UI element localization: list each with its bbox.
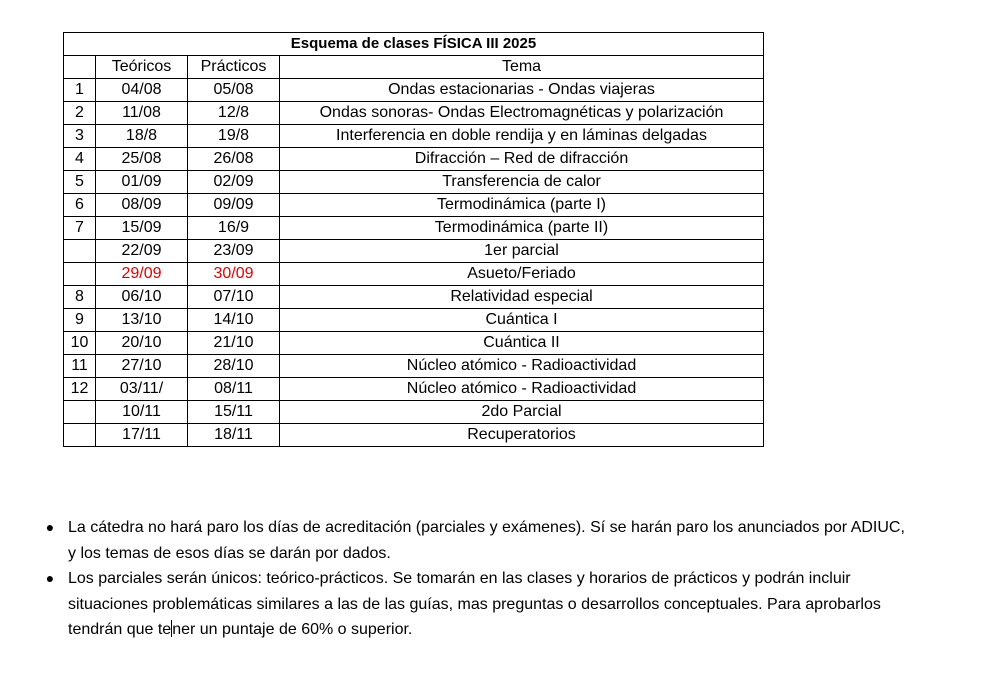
table-row — [64, 286, 764, 309]
bullet-icon: ● — [45, 570, 55, 586]
class-schedule-table — [63, 32, 764, 447]
teoricos-date-cell: 01/09 — [96, 171, 188, 194]
tema-cell: Transferencia de calor — [280, 171, 764, 194]
row-number-cell: 1 — [64, 79, 96, 102]
row-number-cell: 12 — [64, 378, 96, 401]
practicos-date-cell: 02/09 — [188, 171, 280, 194]
practicos-date-cell: 30/09 — [188, 263, 280, 286]
tema-cell: Ondas estacionarias - Ondas viajeras — [280, 79, 764, 102]
teoricos-date-cell: 27/10 — [96, 355, 188, 378]
tema-cell: 1er parcial — [280, 240, 764, 263]
header-tema: Tema — [280, 56, 764, 79]
teoricos-date-cell: 17/11 — [96, 424, 188, 447]
tema-cell: Núcleo atómico - Radioactividad — [280, 355, 764, 378]
notes-list — [44, 515, 964, 643]
note-text-before-cursor: tendrán que te — [68, 621, 172, 638]
row-number-cell: 5 — [64, 171, 96, 194]
note-text-after-cursor: ner un puntaje de 60% o superior. — [172, 621, 413, 638]
row-number-cell: 4 — [64, 148, 96, 171]
tema-cell: Relatividad especial — [280, 286, 764, 309]
teoricos-date-cell: 15/09 — [96, 217, 188, 240]
practicos-date-cell: 28/10 — [188, 355, 280, 378]
row-number-cell: 7 — [64, 217, 96, 240]
practicos-date-cell: 19/8 — [188, 125, 280, 148]
practicos-date-cell: 05/08 — [188, 79, 280, 102]
table-row — [64, 309, 764, 332]
practicos-date-cell: 16/9 — [188, 217, 280, 240]
row-number-cell: 6 — [64, 194, 96, 217]
note-line: Los parciales serán únicos: teórico-prácticos. Se tomarán en las clases y horarios de prácticos y podrán incluir — [68, 570, 851, 587]
practicos-date-cell: 18/11 — [188, 424, 280, 447]
tema-cell: Termodinámica (parte I) — [280, 194, 764, 217]
practicos-date-cell: 07/10 — [188, 286, 280, 309]
teoricos-date-cell: 29/09 — [96, 263, 188, 286]
tema-cell: Cuántica II — [280, 332, 764, 355]
teoricos-date-cell: 13/10 — [96, 309, 188, 332]
table-row — [64, 355, 764, 378]
practicos-date-cell: 12/8 — [188, 102, 280, 125]
table-header-row — [64, 56, 764, 79]
row-number-cell: 9 — [64, 309, 96, 332]
teoricos-date-cell: 10/11 — [96, 401, 188, 424]
tema-cell: Interferencia en doble rendija y en láminas delgadas — [280, 125, 764, 148]
teoricos-date-cell: 04/08 — [96, 79, 188, 102]
header-practicos: Prácticos — [188, 56, 280, 79]
bullet-icon: ● — [45, 519, 55, 535]
teoricos-date-cell: 22/09 — [96, 240, 188, 263]
table-row — [64, 217, 764, 240]
teoricos-date-cell: 06/10 — [96, 286, 188, 309]
practicos-date-cell: 15/11 — [188, 401, 280, 424]
note-line: y los temas de esos días se darán por dados. — [68, 544, 391, 562]
table-row — [64, 125, 764, 148]
tema-cell: Núcleo atómico - Radioactividad — [280, 378, 764, 401]
table-row — [64, 102, 764, 125]
teoricos-date-cell: 25/08 — [96, 148, 188, 171]
header-number — [64, 56, 96, 79]
note-item — [44, 515, 964, 566]
tema-cell: Recuperatorios — [280, 424, 764, 447]
table-row — [64, 332, 764, 355]
table-title: Esquema de clases FÍSICA III 2025 — [64, 33, 764, 56]
row-number-cell: 10 — [64, 332, 96, 355]
row-number-cell — [64, 401, 96, 424]
teoricos-date-cell: 03/11/ — [96, 378, 188, 401]
row-number-cell: 2 — [64, 102, 96, 125]
teoricos-date-cell: 11/08 — [96, 102, 188, 125]
tema-cell: Asueto/Feriado — [280, 263, 764, 286]
row-number-cell — [64, 424, 96, 447]
teoricos-date-cell: 20/10 — [96, 332, 188, 355]
tema-cell: 2do Parcial — [280, 401, 764, 424]
table-title-row — [64, 33, 764, 56]
practicos-date-cell: 21/10 — [188, 332, 280, 355]
table-row — [64, 240, 764, 263]
teoricos-date-cell: 18/8 — [96, 125, 188, 148]
row-number-cell: 8 — [64, 286, 96, 309]
note-line: situaciones problemáticas similares a las de las guías, mas preguntas o desarrollos conceptuales. Para aprobarlos — [68, 595, 881, 613]
note-line — [68, 617, 964, 643]
tema-cell: Termodinámica (parte II) — [280, 217, 764, 240]
row-number-cell: 3 — [64, 125, 96, 148]
tema-cell: Cuántica I — [280, 309, 764, 332]
row-number-cell — [64, 240, 96, 263]
practicos-date-cell: 09/09 — [188, 194, 280, 217]
practicos-date-cell: 08/11 — [188, 378, 280, 401]
teoricos-date-cell: 08/09 — [96, 194, 188, 217]
row-number-cell — [64, 263, 96, 286]
table-row — [64, 194, 764, 217]
practicos-date-cell: 23/09 — [188, 240, 280, 263]
header-teoricos: Teóricos — [96, 56, 188, 79]
note-line: La cátedra no hará paro los días de acreditación (parciales y exámenes). Sí se harán paro los anunciados por ADIUC, — [68, 519, 905, 536]
table-row — [64, 79, 764, 102]
note-item — [44, 566, 964, 643]
row-number-cell: 11 — [64, 355, 96, 378]
tema-cell: Ondas sonoras- Ondas Electromagnéticas y polarización — [280, 102, 764, 125]
table-row — [64, 378, 764, 401]
table-row — [64, 401, 764, 424]
table-body — [64, 79, 764, 447]
table-row — [64, 171, 764, 194]
tema-cell: Difracción – Red de difracción — [280, 148, 764, 171]
table-row — [64, 424, 764, 447]
table-row — [64, 263, 764, 286]
practicos-date-cell: 26/08 — [188, 148, 280, 171]
practicos-date-cell: 14/10 — [188, 309, 280, 332]
table-row — [64, 148, 764, 171]
